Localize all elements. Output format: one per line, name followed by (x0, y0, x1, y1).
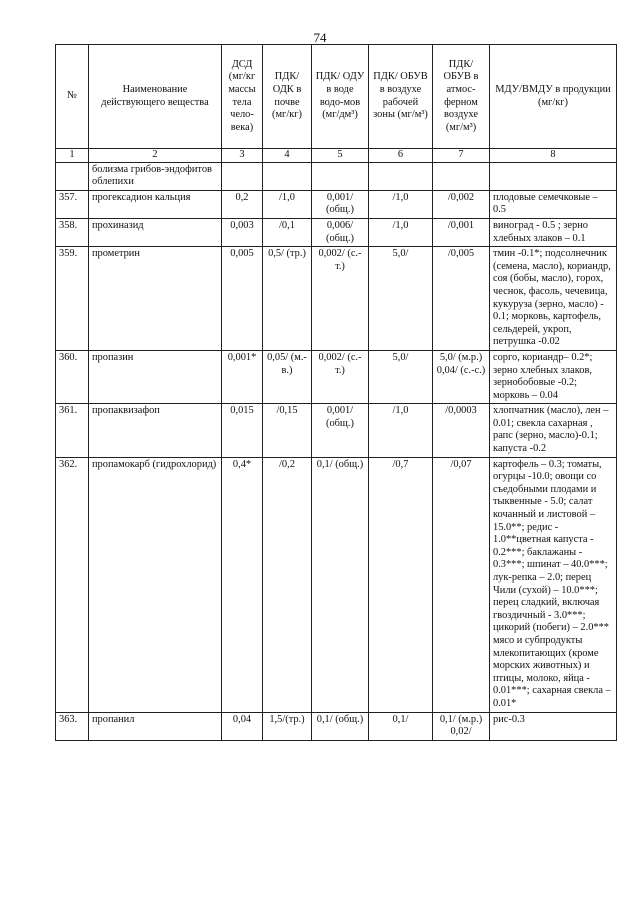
substance-name: пропамокарб (гидрохлорид) (89, 457, 222, 712)
soil-value: /0,1 (263, 218, 312, 246)
header-pdk-water: ПДК/ ОДУ в воде водо-мов (мг/дм³) (312, 45, 369, 149)
header-num: № (56, 45, 89, 149)
table-row (56, 404, 617, 457)
row-number: 362. (56, 457, 89, 712)
column-number: 8 (490, 149, 617, 163)
column-number: 6 (369, 149, 433, 163)
substance-name: пропазин (89, 350, 222, 403)
substances-table (55, 44, 617, 741)
table-row (56, 247, 617, 351)
work-air-value: 0,1/ (369, 712, 433, 740)
soil-value: /0,2 (263, 457, 312, 712)
water-value: 0,1/ (общ.) (312, 712, 369, 740)
substance-name: пропанил (89, 712, 222, 740)
dsd-value: 0,005 (222, 247, 263, 351)
dsd-value: 0,003 (222, 218, 263, 246)
substance-name: прогексадион кальция (89, 190, 222, 218)
column-number: 5 (312, 149, 369, 163)
page-number: 74 (313, 30, 327, 45)
header-mdu: МДУ/ВМДУ в продукции (мг/кг) (490, 45, 617, 149)
soil-value: /0,15 (263, 404, 312, 457)
water-value: 0,002/ (с.-т.) (312, 247, 369, 351)
substance-name: прохиназид (89, 218, 222, 246)
row-number: 363. (56, 712, 89, 740)
header-name: Наименование действующего вещества (89, 45, 222, 149)
mdu-value: картофель – 0.3; томаты, огурцы -10.0; овощи со съедобными плодами и тыквенные - 5.0; салат кочанный и листовой – 15.0**; редис - 1.0**цветная капуста - 0.2***; баклажаны - 0.3***; шпинат – 40.0***; лук-репка – 2.0; перец Чили (сухой) – 10.0***; перец сладкий, включая гвоздичный - 3.0***; цикорий (побеги) – 2.0*** мясо и субпродукты млекопитающих (кроме морских животных) и птицы, молоко, яйца - 0.01***; сахарная свекла – 0.01* (490, 457, 617, 712)
atm-air-value: /0,001 (433, 218, 490, 246)
dsd-value: 0,4* (222, 457, 263, 712)
table-row (56, 457, 617, 712)
substance-name-continuation: болизма грибов-эндофитов облепихи (89, 162, 222, 190)
work-air-value: /1,0 (369, 404, 433, 457)
mdu-value: виноград - 0.5 ; зерно хлебных злаков – 0.1 (490, 218, 617, 246)
empty-cell (222, 162, 263, 190)
column-number-row (56, 149, 617, 163)
table-row (56, 190, 617, 218)
soil-value: 1,5/(тр.) (263, 712, 312, 740)
atm-air-value: /0,07 (433, 457, 490, 712)
row-number: 359. (56, 247, 89, 351)
dsd-value: 0,015 (222, 404, 263, 457)
atm-air-value: 0,1/ (м.р.) 0,02/ (433, 712, 490, 740)
atm-air-value: /0,005 (433, 247, 490, 351)
water-value: 0,1/ (общ.) (312, 457, 369, 712)
row-number: 361. (56, 404, 89, 457)
header-pdk-atm-air: ПДК/ ОБУВ в атмос-ферном воздухе (мг/м³) (433, 45, 490, 149)
mdu-value: хлопчатник (масло), лен – 0.01; свекла сахарная , рапс (зерно, масло)-0.1; капуста -0.2 (490, 404, 617, 457)
water-value: 0,001/ (общ.) (312, 190, 369, 218)
work-air-value: 5,0/ (369, 350, 433, 403)
column-number: 2 (89, 149, 222, 163)
mdu-value: тмин -0.1*; подсолнечник (семена, масло), кориандр, соя (бобы, масло), горох, чеснок, фасоль, чечевица, кукуруза (зерно, масло) - 0.1; морковь, картофель, сельдерей, укроп, петрушка -0.02 (490, 247, 617, 351)
mdu-value: плодовые семечковые – 0.5 (490, 190, 617, 218)
column-number: 3 (222, 149, 263, 163)
column-number: 4 (263, 149, 312, 163)
empty-cell (56, 162, 89, 190)
dsd-value: 0,2 (222, 190, 263, 218)
table-row-continuation (56, 162, 617, 190)
atm-air-value: 5,0/ (м.р.) 0,04/ (с.-с.) (433, 350, 490, 403)
row-number: 358. (56, 218, 89, 246)
soil-value: 0,5/ (тр.) (263, 247, 312, 351)
atm-air-value: /0,0003 (433, 404, 490, 457)
empty-cell (312, 162, 369, 190)
water-value: 0,006/ (общ.) (312, 218, 369, 246)
header-pdk-soil: ПДК/ ОДК в почве (мг/кг) (263, 45, 312, 149)
substance-name: прометрин (89, 247, 222, 351)
row-number: 360. (56, 350, 89, 403)
column-number: 7 (433, 149, 490, 163)
empty-cell (490, 162, 617, 190)
soil-value: 0,05/ (м.-в.) (263, 350, 312, 403)
column-number: 1 (56, 149, 89, 163)
dsd-value: 0,04 (222, 712, 263, 740)
soil-value: /1,0 (263, 190, 312, 218)
empty-cell (433, 162, 490, 190)
table-row (56, 350, 617, 403)
water-value: 0,002/ (с.-т.) (312, 350, 369, 403)
work-air-value: 5,0/ (369, 247, 433, 351)
header-dsd: ДСД (мг/кг массы тела чело-века) (222, 45, 263, 149)
row-number: 357. (56, 190, 89, 218)
work-air-value: /0,7 (369, 457, 433, 712)
empty-cell (369, 162, 433, 190)
header-pdk-work-air: ПДК/ ОБУВ в воздухе рабочей зоны (мг/м³) (369, 45, 433, 149)
mdu-value: сорго, кориандр– 0.2*; зерно хлебных злаков, зернобобовые -0.2; морковь – 0.04 (490, 350, 617, 403)
work-air-value: /1,0 (369, 190, 433, 218)
water-value: 0,001/ (общ.) (312, 404, 369, 457)
table-row (56, 218, 617, 246)
work-air-value: /1,0 (369, 218, 433, 246)
mdu-value: рис-0.3 (490, 712, 617, 740)
table-row (56, 712, 617, 740)
atm-air-value: /0,002 (433, 190, 490, 218)
empty-cell (263, 162, 312, 190)
substance-name: пропаквизафоп (89, 404, 222, 457)
dsd-value: 0,001* (222, 350, 263, 403)
